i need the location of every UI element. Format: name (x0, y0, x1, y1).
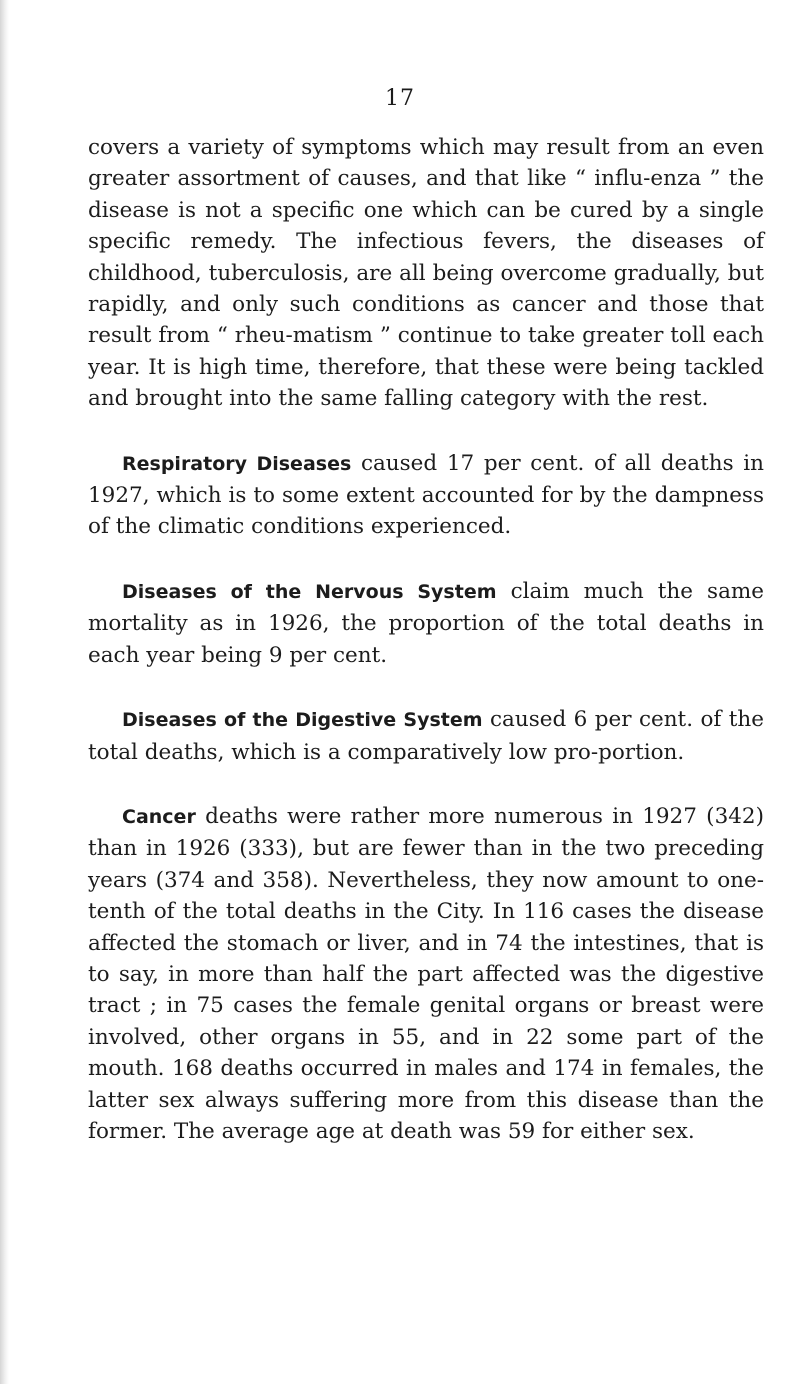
paragraph-text: claim much the same mortality as in 1926, the proportion of the total deaths in each year being 9 per cent. (88, 578, 765, 668)
paragraph-digestive-system (88, 704, 764, 768)
paragraph-nervous-system (88, 576, 764, 671)
paragraph-text: caused 6 per cent. of the total deaths, which is a comparatively low pro-portion. (88, 707, 764, 765)
page-body (88, 132, 764, 1180)
paragraph-continuation (88, 132, 764, 415)
paragraph-respiratory-diseases (88, 448, 764, 543)
section-heading: Diseases of the Digestive System (122, 709, 483, 732)
section-heading: Cancer (122, 805, 196, 828)
paragraph-text: covers a variety of symptoms which may result from an even greater assortment of causes, and that like “ influ-enza ” the disease is not a specific one which can be cured by a single specific remedy. The infectious fevers, the diseases of childhood, tuberculosis, are all being overcome gradually, but rapidly, and only such conditions as cancer and those that result from “ rheu-matism ” continue to take greater toll each year. It is high time, therefore, that these were being tackled and brought into the same falling category with the rest. (88, 135, 764, 412)
page-number: 17 (385, 86, 415, 111)
paragraph-cancer (88, 801, 764, 1147)
paragraph-text: caused 17 per cent. of all deaths in 1927, which is to some extent accounted for by the dampness of the climatic conditions experienced. (88, 450, 764, 540)
page-binding-edge (0, 0, 9, 1384)
paragraph-text: deaths were rather more numerous in 1927 (342) than in 1926 (333), but are fewer than in the two preceding years (374 and 358). Nevertheless, they now amount to one-tenth of the total deaths in the City. In 116 cases the disease affected the stomach or liver, and in 74 the intestines, that is to say, in more than half the part affected was the digestive tract ; in 75 cases the female genital organs or breast were involved, other organs in 55, and in 22 some part of the mouth. 168 deaths occurred in males and 174 in females, the latter sex always suffering more from this disease than the former. The average age at death was 59 for either sex. (88, 803, 764, 1144)
section-heading: Diseases of the Nervous System (122, 580, 497, 603)
section-heading: Respiratory Diseases (122, 452, 352, 475)
